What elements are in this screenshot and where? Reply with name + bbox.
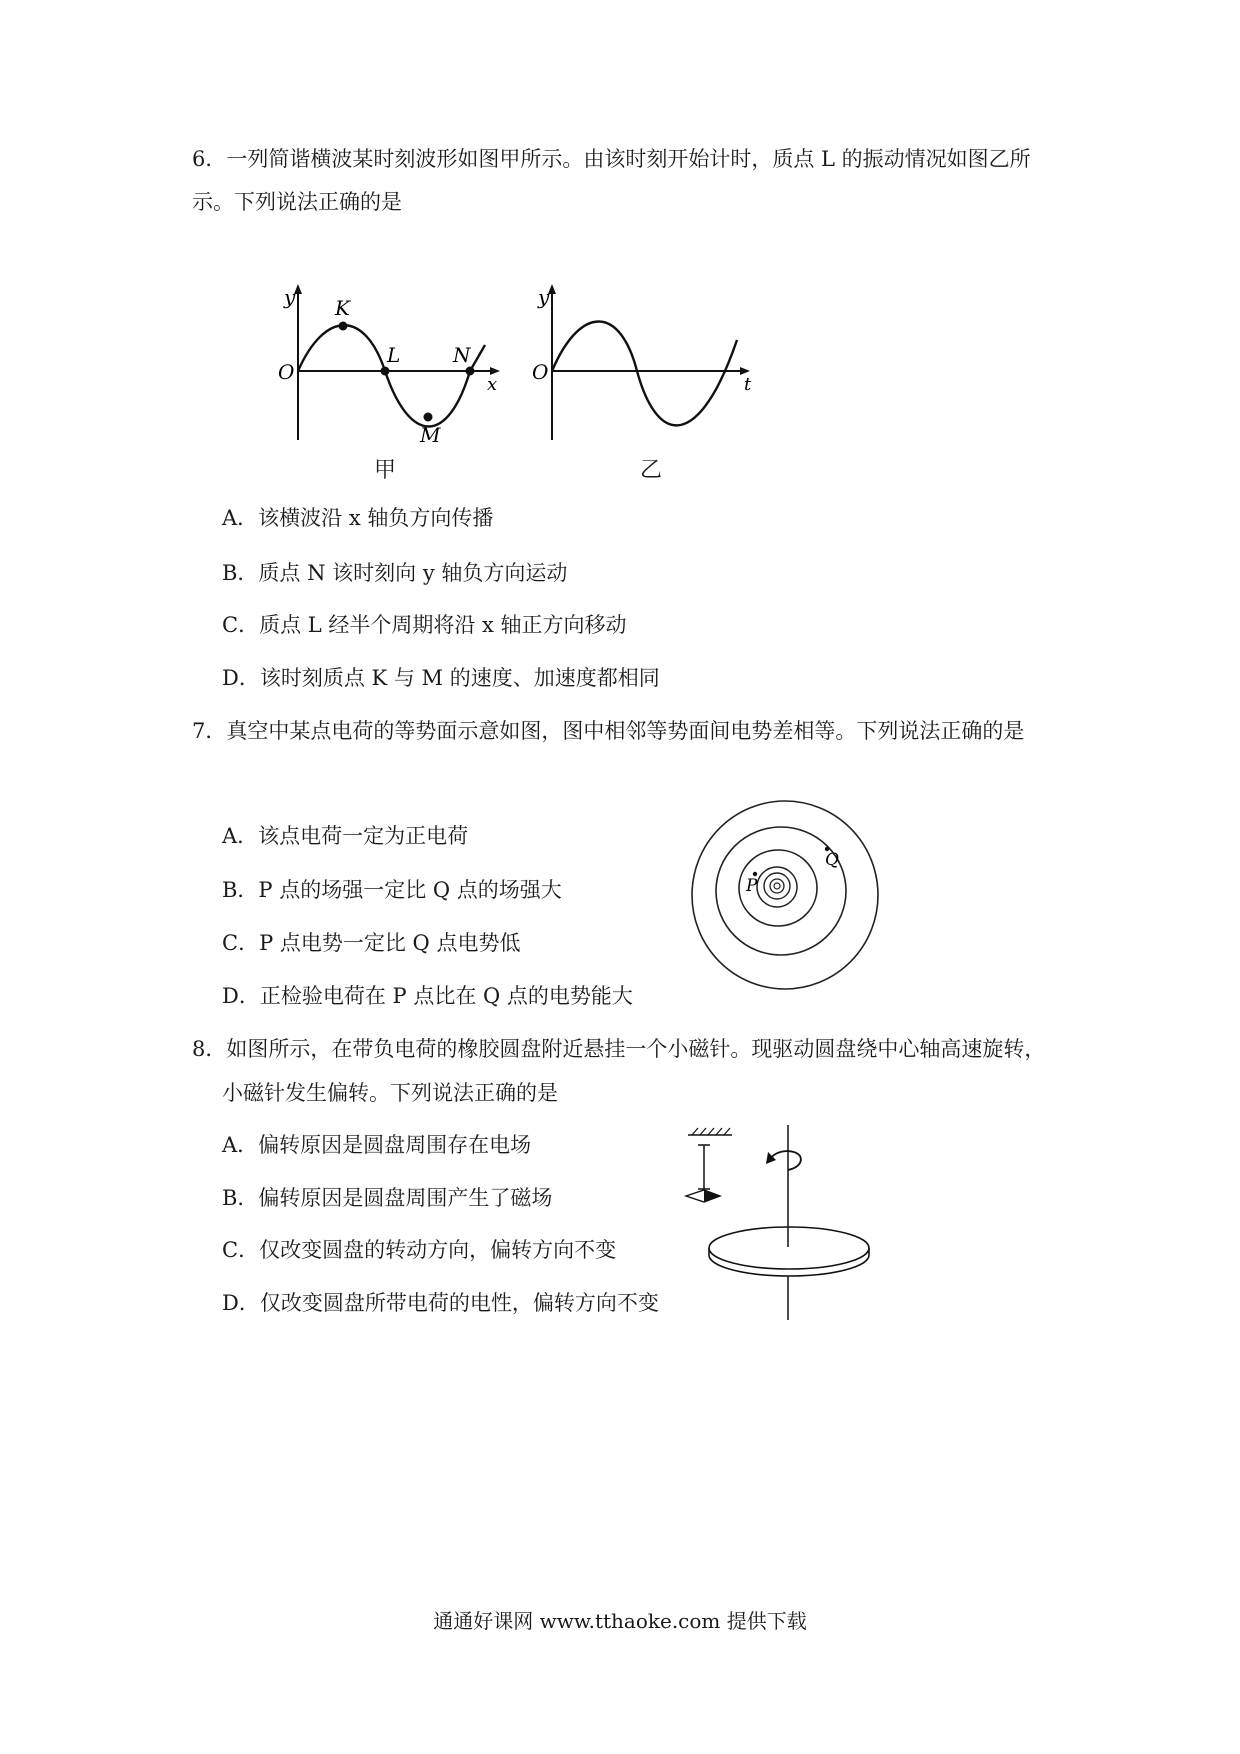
- point-n: [466, 367, 475, 376]
- q8-option-b: B．偏转原因是圆盘周围产生了磁场: [222, 1186, 553, 1210]
- q8-disk-figure: [670, 1120, 870, 1325]
- jia-origin-label: O: [278, 360, 295, 384]
- q8-stem-line2: 小磁针发生偏转。下列说法正确的是: [222, 1081, 558, 1105]
- yi-x-label: t: [744, 374, 752, 395]
- q6-caption-yi: 乙: [640, 458, 663, 483]
- yi-y-label: y: [538, 285, 550, 309]
- label-k: K: [335, 296, 350, 320]
- jia-y-label: y: [284, 285, 296, 309]
- q6-caption-jia: 甲: [374, 458, 397, 483]
- label-l: L: [387, 343, 401, 367]
- jia-x-label: x: [487, 374, 498, 395]
- page-footer: 通通好课网 www.tthaoke.com 提供下载: [433, 1609, 807, 1633]
- q6-figure-yi: [530, 280, 770, 455]
- point-m: [424, 413, 433, 422]
- q6-figure-jia: [270, 280, 510, 455]
- q6-option-d: D．该时刻质点 K 与 M 的速度、加速度都相同: [222, 666, 660, 690]
- q8-option-a: A．偏转原因是圆盘周围存在电场: [222, 1133, 532, 1157]
- yi-origin-label: O: [532, 360, 549, 384]
- q8-stem-line1: 8．如图所示，在带负电荷的橡胶圆盘附近悬挂一个小磁针。现驱动圆盘绕中心轴高速旋转，: [192, 1037, 1046, 1061]
- q6-option-c: C．质点 L 经半个周期将沿 x 轴正方向移动: [222, 613, 627, 637]
- q7-option-b: B．P 点的场强一定比 Q 点的场强大: [222, 878, 562, 902]
- label-p: P: [746, 876, 758, 896]
- q8-option-c: C．仅改变圆盘的转动方向，偏转方向不变: [222, 1238, 617, 1262]
- q7-option-a: A．该点电荷一定为正电荷: [222, 824, 469, 848]
- q7-option-d: D．正检验电荷在 P 点比在 Q 点的电势能大: [222, 984, 633, 1008]
- q7-equipotential-figure: [690, 795, 890, 995]
- point-k: [339, 322, 348, 331]
- label-q: Q: [825, 850, 839, 870]
- q6-option-b: B．质点 N 该时刻向 y 轴负方向运动: [222, 561, 568, 585]
- point-l: [381, 367, 390, 376]
- q6-option-a: A．该横波沿 x 轴负方向传播: [222, 506, 494, 530]
- label-m: M: [420, 423, 441, 447]
- q6-stem-line1: 6．一列简谐横波某时刻波形如图甲所示。由该时刻开始计时，质点 L 的振动情况如图乙所: [192, 147, 1031, 171]
- q6-stem-line2: 示。下列说法正确的是: [192, 190, 402, 214]
- q8-option-d: D．仅改变圆盘所带电荷的电性，偏转方向不变: [222, 1291, 659, 1315]
- q7-stem: 7．真空中某点电荷的等势面示意如图，图中相邻等势面间电势差相等。下列说法正确的是: [192, 719, 1025, 743]
- q7-option-c: C．P 点电势一定比 Q 点电势低: [222, 931, 521, 955]
- label-n: N: [453, 343, 471, 367]
